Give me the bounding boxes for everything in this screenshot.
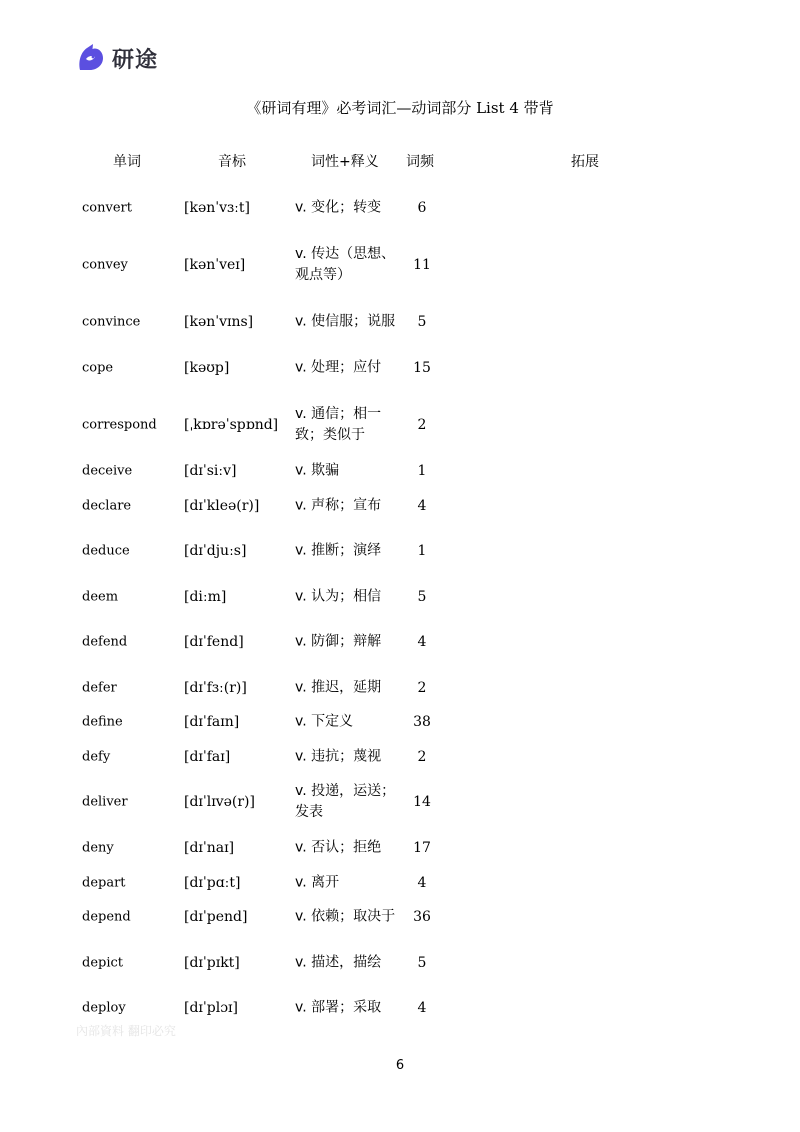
table-row [0, 296, 800, 348]
frequency-cell: 1 [417, 543, 427, 559]
ipa-cell: [dɪˈpend] [184, 909, 248, 925]
header-frequency: 词频 [406, 154, 434, 170]
word-cell: deliver [82, 794, 128, 810]
word-cell: convey [82, 257, 128, 273]
definition-cell: v. 使信服；说服 [295, 313, 396, 330]
frequency-cell: 4 [417, 498, 427, 514]
frequency-cell: 4 [417, 634, 427, 650]
footer-watermark: 內部資料 翻印必究 [76, 1024, 176, 1038]
definition-cell: v. 声称；宣布 [295, 497, 382, 514]
table-row [0, 668, 800, 708]
ipa-cell: [kənˈvɜːt] [184, 200, 250, 216]
table-row [0, 455, 800, 487]
word-cell: defy [82, 749, 111, 765]
ipa-cell: [dɪˈfaɪ] [184, 749, 231, 765]
table-row [0, 577, 800, 617]
ipa-cell: [dɪˈfend] [184, 634, 244, 650]
word-cell: cope [82, 360, 114, 376]
definition-cell: v. 离开 [295, 874, 340, 891]
page-number: 6 [395, 1058, 405, 1073]
definition-cell: v. 欺骗 [295, 462, 340, 479]
definition-cell: v. 处理；应付 [295, 359, 382, 376]
frequency-cell: 2 [417, 749, 427, 765]
frequency-cell: 5 [417, 589, 427, 605]
frequency-cell: 5 [417, 955, 427, 971]
word-cell: correspond [82, 417, 157, 433]
table-row [0, 776, 800, 828]
word-cell: deduce [82, 543, 130, 559]
definition-cell: v. 描述，描绘 [295, 954, 382, 971]
definition-cell: v. 推迟，延期 [295, 679, 382, 696]
definition-cell: v. 否认；拒绝 [295, 839, 382, 856]
frequency-cell: 14 [413, 794, 431, 810]
ipa-cell: [ˌkɒrəˈspɒnd] [184, 417, 279, 433]
frequency-cell: 2 [417, 417, 427, 433]
frequency-cell: 2 [417, 680, 427, 696]
table-row [0, 622, 800, 662]
header-extension: 拓展 [571, 154, 599, 170]
header-word: 单词 [113, 154, 141, 170]
table-row [0, 707, 800, 737]
frequency-cell: 17 [413, 840, 431, 856]
frequency-cell: 4 [417, 875, 427, 891]
ipa-cell: [kənˈveɪ] [184, 257, 246, 273]
table-row [0, 943, 800, 983]
table-row [0, 489, 800, 523]
word-cell: deploy [82, 1000, 126, 1016]
ipa-cell: [kəʊp] [184, 360, 230, 376]
definition-cell: v. 违抗；蔑视 [295, 748, 382, 765]
word-cell: define [82, 714, 123, 730]
table-row [0, 894, 800, 940]
definition-cell: v. 下定义 [295, 713, 354, 730]
table-row [0, 828, 800, 868]
ipa-cell: [kənˈvɪns] [184, 314, 254, 330]
ipa-cell: [dɪˈfaɪn] [184, 714, 240, 730]
header-definition: 词性+释义 [311, 154, 379, 170]
ipa-cell: [diːm] [184, 589, 227, 605]
word-cell: declare [82, 498, 132, 514]
word-cell: defend [82, 634, 128, 650]
definition-cell: v. 认为；相信 [295, 588, 382, 605]
header-ipa: 音标 [218, 154, 246, 170]
frequency-cell: 5 [417, 314, 427, 330]
frequency-cell: 1 [417, 463, 427, 479]
table-row [0, 739, 800, 775]
ipa-cell: [dɪˈsiːv] [184, 463, 237, 479]
word-cell: deny [82, 840, 114, 856]
ipa-cell: [dɪˈplɔɪ] [184, 1000, 238, 1016]
table-row [0, 188, 800, 228]
document-title: 《研词有理》必考词汇—动词部分 List 4 带背 [246, 99, 554, 117]
word-cell: convince [82, 314, 141, 330]
frequency-cell: 36 [413, 909, 431, 925]
definition-cell: v. 通信；相一致；类似于 [295, 406, 382, 443]
frequency-cell: 4 [417, 1000, 427, 1016]
definition-cell: v. 依赖；取决于 [295, 908, 396, 925]
frequency-cell: 6 [417, 200, 427, 216]
ipa-cell: [dɪˈpɪkt] [184, 955, 240, 971]
brand-name: 研途 [112, 47, 159, 73]
definition-cell: v. 部署；采取 [295, 999, 382, 1016]
word-cell: convert [82, 200, 132, 216]
word-cell: deceive [82, 463, 133, 479]
word-cell: depend [82, 909, 131, 925]
brand-logo [76, 41, 158, 75]
word-cell: depict [82, 955, 123, 971]
table-row [0, 531, 800, 571]
table-row [0, 239, 800, 291]
ipa-cell: [dɪˈlɪvə(r)] [184, 794, 255, 810]
ipa-cell: [dɪˈkleə(r)] [184, 498, 260, 514]
definition-cell: v. 变化；转变 [295, 199, 382, 216]
frequency-cell: 15 [413, 360, 431, 376]
ipa-cell: [dɪˈpɑːt] [184, 875, 241, 891]
word-cell: defer [82, 680, 117, 696]
definition-cell: v. 传达（思想、观点等） [295, 246, 396, 283]
frequency-cell: 38 [413, 714, 431, 730]
definition-cell: v. 推断；演绎 [295, 542, 382, 559]
table-row [0, 348, 800, 388]
frequency-cell: 11 [413, 257, 431, 273]
ipa-cell: [dɪˈnaɪ] [184, 840, 235, 856]
unicorn-logo-icon [76, 43, 106, 73]
ipa-cell: [dɪˈdjuːs] [184, 543, 247, 559]
word-cell: deem [82, 589, 119, 605]
definition-cell: v. 投递，运送；发表 [295, 783, 396, 820]
definition-cell: v. 防御；辩解 [295, 633, 382, 650]
word-cell: depart [82, 875, 126, 891]
table-row [0, 399, 800, 451]
ipa-cell: [dɪˈfɜː(r)] [184, 680, 247, 696]
